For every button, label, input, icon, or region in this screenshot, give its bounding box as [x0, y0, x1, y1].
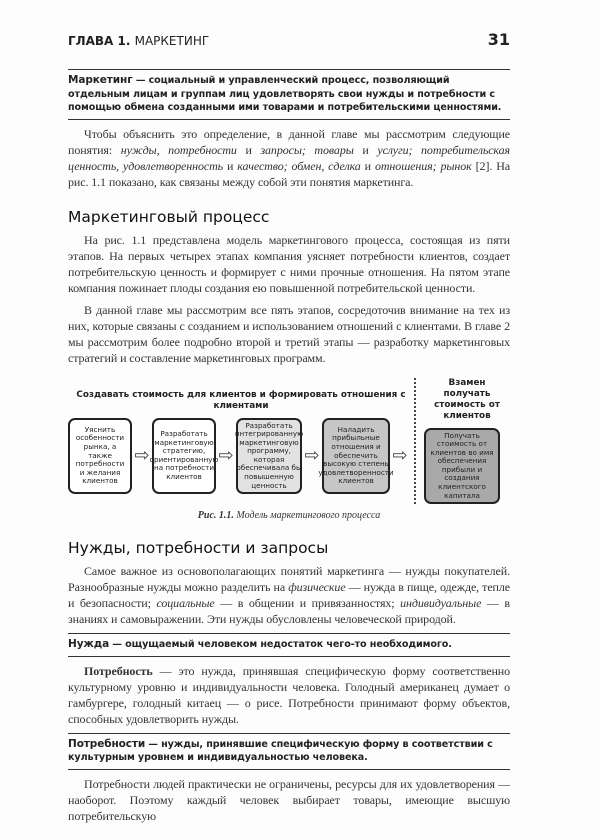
figure-left-title: Создавать стоимость для клиентов и формировать отношения с клиентами — [76, 389, 406, 411]
arrow-icon: ⇨ — [392, 445, 408, 466]
process-step-3: Разработать интегрированную маркетинговую программу, которая обеспечивала бы повышенную ценность — [236, 418, 302, 495]
definition-term: Маркетинг — [68, 74, 133, 86]
figure-create-value-group — [68, 378, 414, 505]
paragraph: Чтобы объяснить это определение, в данной главе мы рассмотрим следующие понятия: нужды, потребности и запросы; товары и услуги; потребительская ценность, удовлетворенность и качество; обмен, сделка и отношения; рынок [2]. На рис. 1.1 показано, как связаны между собой эти понятия маркетинга. — [68, 126, 511, 189]
chapter-number: ГЛАВА 1. — [68, 34, 131, 48]
definition-marketing — [68, 70, 510, 119]
definition-need: Нужда — ощущаемый человеком недостаток чего-то необходимого. — [68, 638, 452, 651]
chapter-title: МАРКЕТИНГ — [134, 34, 210, 48]
divider — [68, 656, 510, 657]
arrow-icon: ⇨ — [218, 445, 234, 466]
paragraph: Потребность — это нужда, принявшая специфическую форму соответственно культурному уровню и индивидуальности человека. Голодный американец думает о гамбургере, голодный китаец — о рисе. Потребности принимают форму объектов, способных удовлетворить нужды. — [68, 663, 510, 726]
definition-text: — социальный и управленческий процесс, позволяющий отдельным лицам и группам лиц удовлетворять свои нужды и потребности с помощью обмена созданными ими товарами и потребительскими ценностями. — [68, 75, 502, 113]
paragraph: На рис. 1.1 представлена модель маркетингового процесса, состоящая из пяти этапов. На первых четырех этапах компания уясняет потребности клиентов, создает потребительскую ценность и формирует с ними прочные отношения. На пятом этапе компания пожинает плоды создания ею повышенной потребительской ценности. — [68, 232, 510, 295]
process-steps-row — [68, 418, 414, 495]
paragraph: В данной главе мы рассмотрим все пять этапов, сосредоточив внимание на тех из них, которые связаны с созданием и использованием отношений с клиентами. В главе 2 мы рассмотрим более подробно второй и третий этапы — разработку маркетинговых стратегий и составление маркетинговых программ. — [68, 302, 510, 365]
process-step-4: Наладить прибыльные отношения и обеспечить высокую степень удовлетворенности клиентов — [322, 418, 390, 495]
paragraph: Самое важное из основополагающих понятий маркетинга — нужды покупателей. Разнообразные нужды можно разделить на физические — нужда в пище, одежде, тепле и безопасности; социальные — в общении и привязанностях; индивидуальные — в знаниях и самовыражении. Эти нужды обусловлены человеческой природой. — [68, 564, 510, 627]
figure-capture-value-group — [414, 378, 510, 505]
running-header — [68, 30, 510, 49]
definition-wants: Потребности — нужды, принявшие специфическую форму в соответствии с культурным уровнем и индивидуальностью человека. — [68, 737, 493, 764]
figure-caption: Рис. 1.1. Модель маркетингового процесса — [197, 510, 381, 522]
paragraph: Потребности людей практически не ограничены, ресурсы для их удовлетворения — наоборот. Поэтому каждый человек выбирает товары, имеющие высшую потребительскую — [68, 776, 510, 823]
process-step-2: Разработать маркетинговую стратегию, ориентированную на потребности клиентов — [152, 418, 216, 495]
page-number: 31 — [487, 30, 510, 49]
section-heading: Нужды, потребности и запросы — [68, 539, 329, 558]
figure-marketing-process — [68, 378, 510, 505]
divider — [68, 769, 510, 770]
divider — [68, 119, 510, 120]
process-step-1: Уяснить особенности рынка, а также потребности и желания клиентов — [68, 418, 132, 495]
arrow-icon: ⇨ — [304, 445, 320, 466]
text-column — [68, 0, 510, 840]
figure-right-title: Взамен получать стоимость от клиентов — [434, 377, 500, 421]
process-step-5: Получать стоимость от клиентов во имя обеспечения прибыли и создания клиентского капитала — [424, 428, 500, 505]
section-heading: Маркетинговый процесс — [68, 207, 270, 226]
arrow-icon: ⇨ — [134, 445, 150, 466]
